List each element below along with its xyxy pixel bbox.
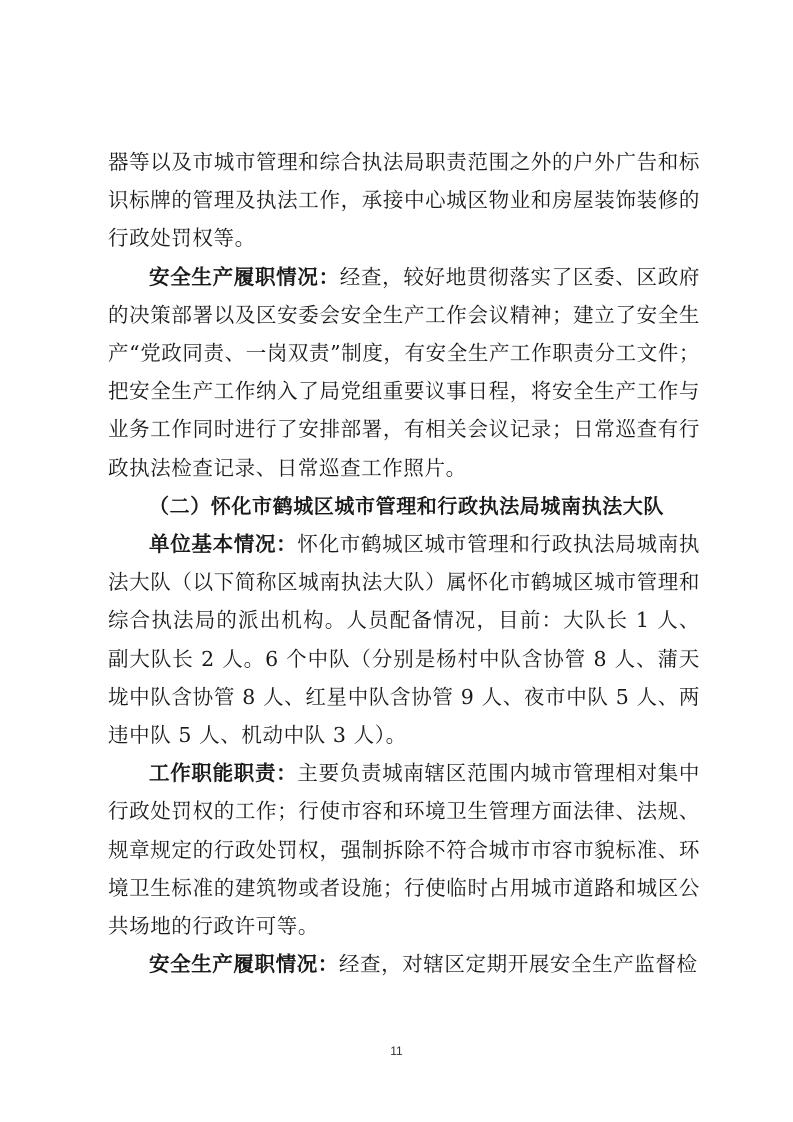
document-body — [108, 143, 700, 983]
paragraph-lead: 工作职能职责： — [149, 761, 298, 786]
paragraph-lead: 安全生产履职情况： — [149, 264, 340, 289]
paragraph-text: 主要负责城南辖区范围内城市管理相对集中行政处罚权的工作；行使市容和环境卫生管理方面法律、法规、规章规定的行政处罚权，强制拆除不符合城市市容市貌标准、环境卫生标准的建筑物或者设施；行使临时占用城市道路和城区公共场地的行政许可等。 — [108, 761, 700, 939]
paragraph-lead: 安全生产履职情况： — [149, 952, 339, 977]
paragraph-continuation: 器等以及市城市管理和综合执法局职责范围之外的户外广告和标识标牌的管理及执法工作，承接中心城区物业和房屋装饰装修的行政处罚权等。 — [108, 150, 700, 251]
paragraph-text: 经查，较好地贯彻落实了区委、区政府的决策部署以及区安委会安全生产工作会议精神；建立了安全生产“党政同责、一岗双责”制度，有安全生产工作职责分工文件；把安全生产工作纳入了局党组重要议事日程，将安全生产工作与业务工作同时进行了安排部署，有相关会议记录；日常巡查有行政执法检查记录、日常巡查工作照片。 — [108, 264, 700, 480]
section-heading: （二）怀化市鹤城区城市管理和行政执法局城南执法大队 — [149, 493, 664, 518]
paragraph-work-duties — [108, 754, 700, 945]
paragraph-safety-duty-1 — [108, 258, 700, 487]
paragraph-text: 怀化市鹤城区城市管理和行政执法局城南执法大队（以下简称区城南执法大队）属怀化市鹤城区城市管理和综合执法局的派出机构。人员配备情况，目前：大队长 1 人、副大队长 2 人。6 个中队（分别是杨村中队含协管 8 人、蒲天垅中队含协管 8 人、红星中队含协管 9 人、夜市中队 5 人、两违中队 5 人、机动中队 3 人）。 — [108, 532, 700, 748]
paragraph-safety-duty-2 — [108, 945, 700, 983]
paragraph-text: 经查，对辖区定期开展安全生产监督检 — [338, 952, 698, 977]
paragraph-lead: 单位基本情况： — [149, 532, 298, 557]
paragraph-unit-basic-info — [108, 525, 700, 754]
page-number: 11 — [390, 1044, 403, 1058]
